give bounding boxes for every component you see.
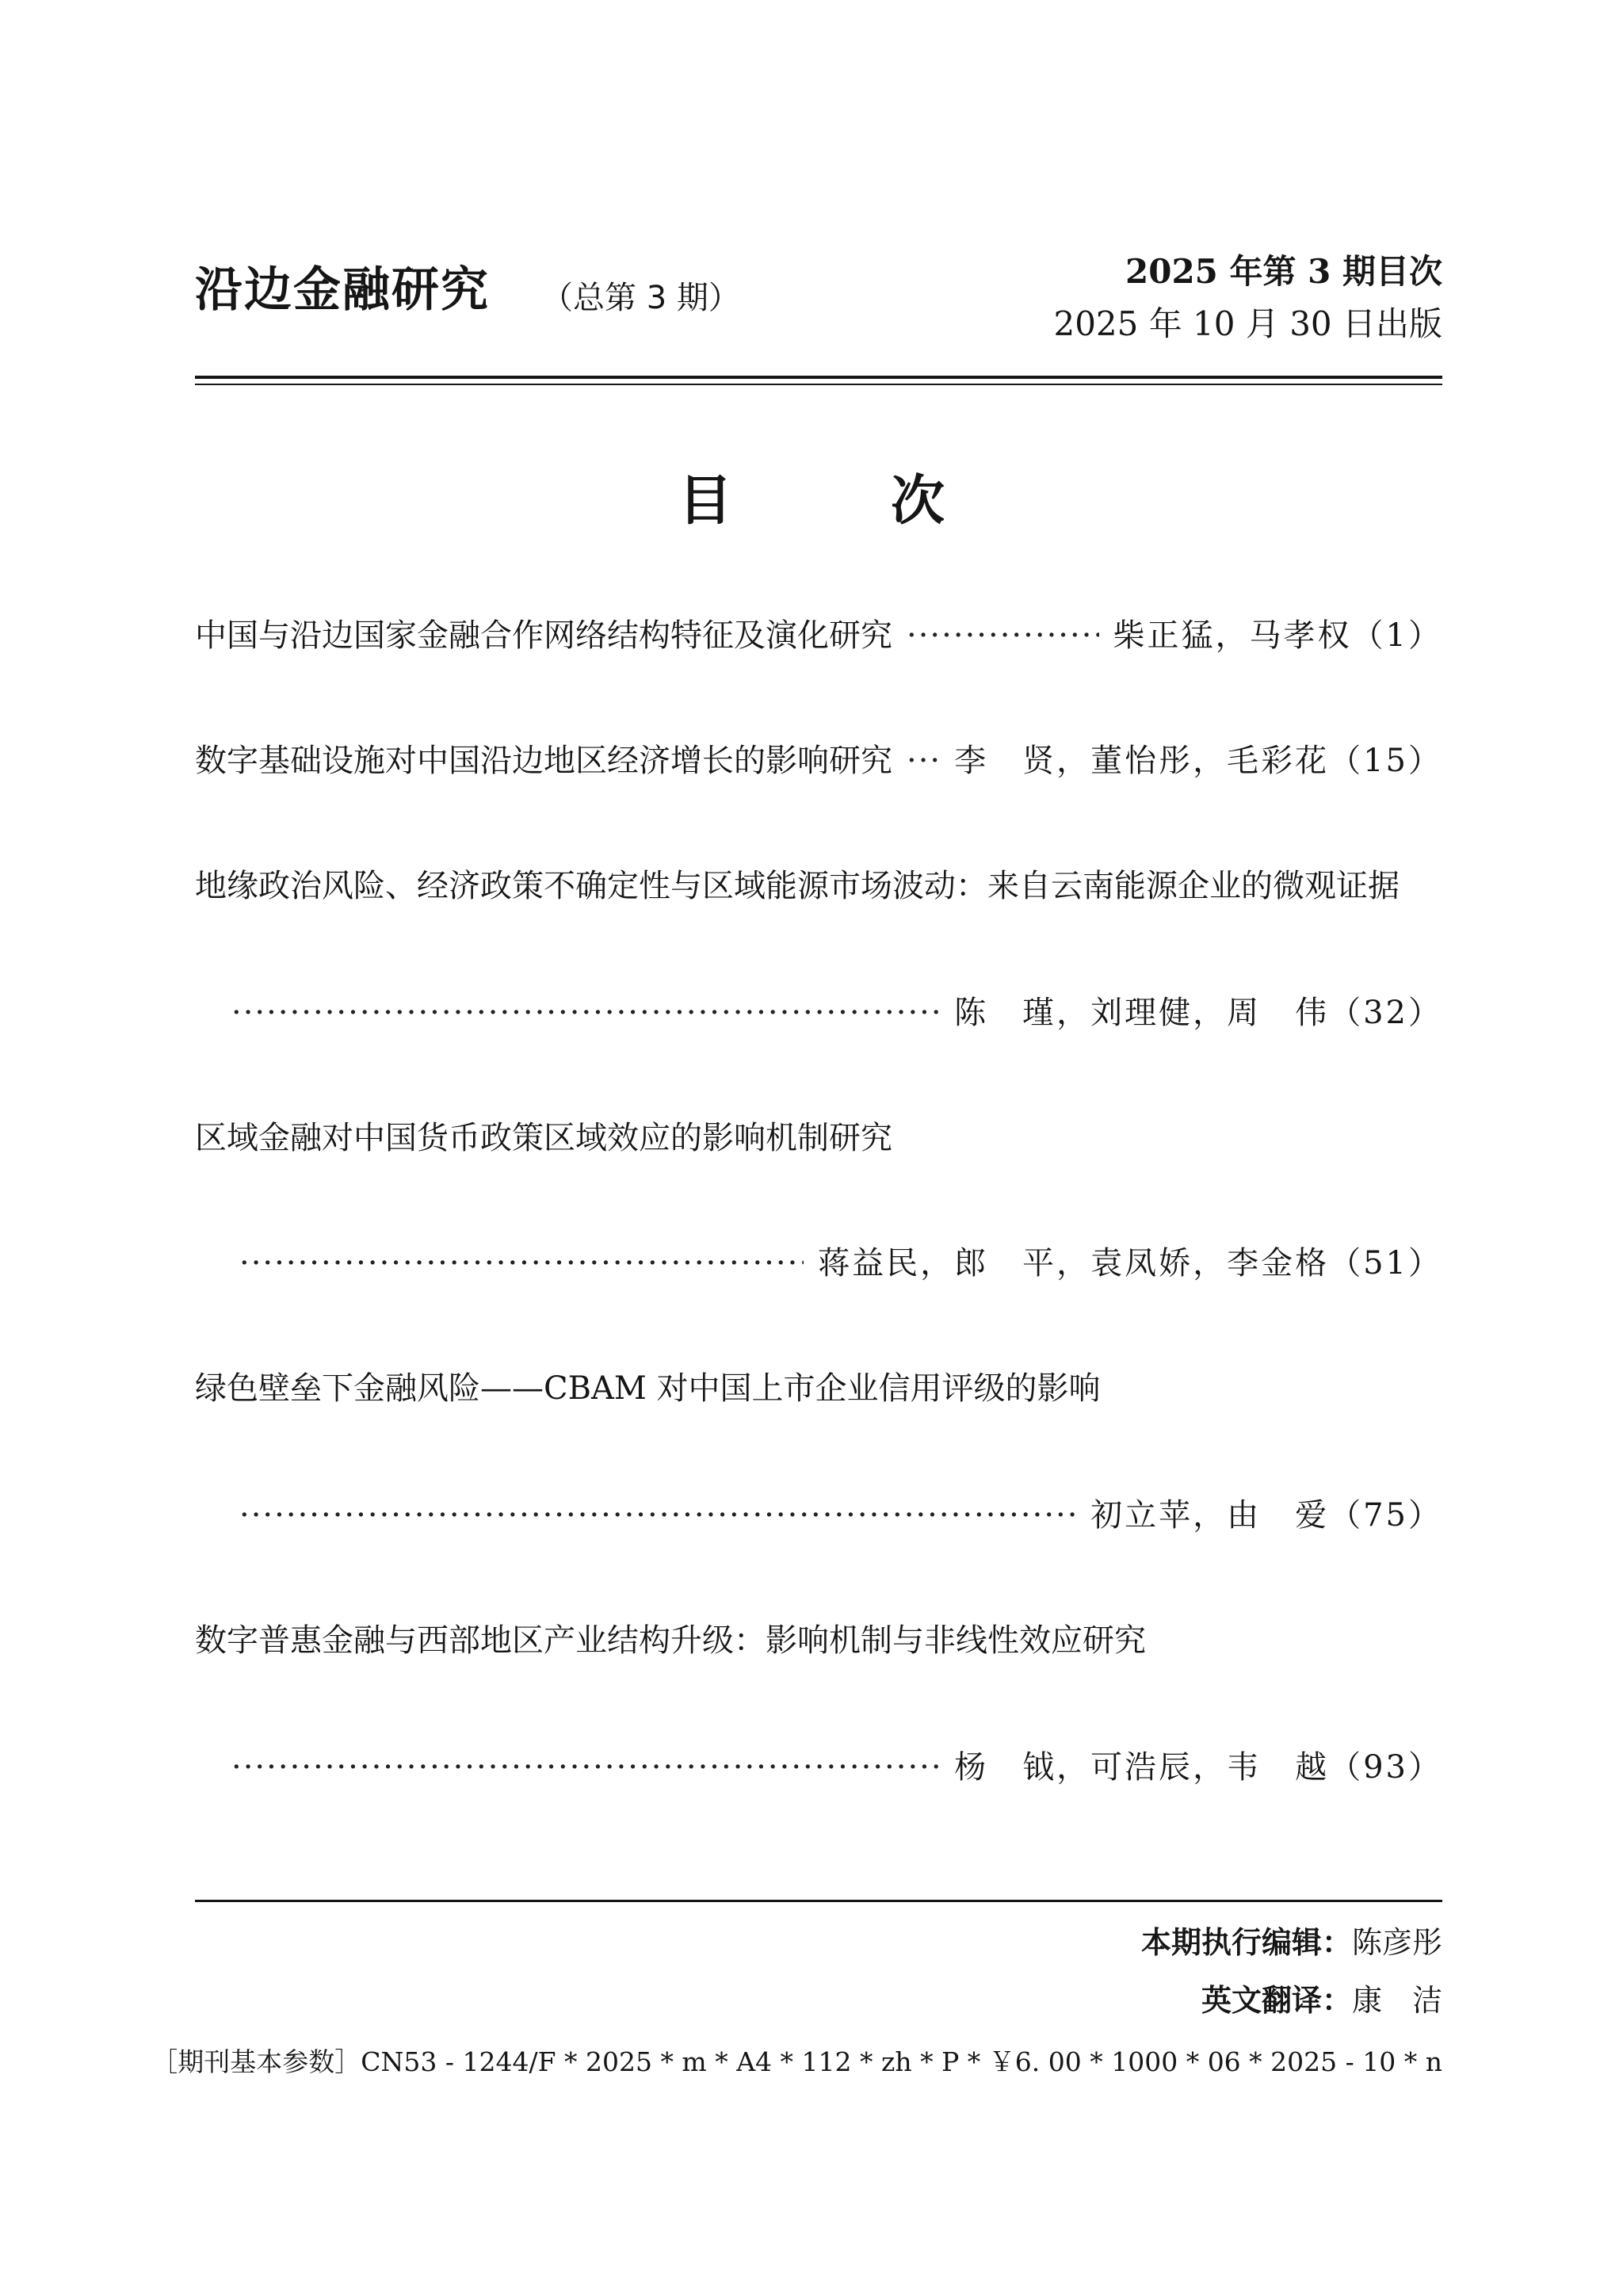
toc-entry-2[interactable] <box>195 745 1442 777</box>
toc-entry-5-title[interactable] <box>195 1370 1442 1407</box>
article-authors: 陈 瑾，刘理健，周 伟（32） <box>954 995 1442 1031</box>
toc-entry-3-title[interactable] <box>195 870 1442 902</box>
leader-dots <box>231 997 940 1029</box>
issue-total: （总第 3 期） <box>541 280 740 316</box>
article-authors: 柴正猛，马孝权（1） <box>1113 617 1442 654</box>
toc-entry-5-authors[interactable] <box>231 1497 1442 1534</box>
article-title: 绿色壁垒下金融风险——CBAM 对中国上市企业信用评级的影响 <box>195 1370 1101 1407</box>
article-title: 区域金融对中国货币政策区域效应的影响机制研究 <box>195 1120 892 1156</box>
article-authors: 杨 钺，可浩辰，韦 越（93） <box>954 1749 1442 1786</box>
leader-dots <box>239 1499 1076 1531</box>
toc-entry-4-authors[interactable] <box>231 1245 1442 1282</box>
toc-entry-4-title[interactable] <box>195 1122 1442 1154</box>
header-rule-thin <box>195 384 1442 385</box>
toc-entry-6-authors[interactable] <box>231 1749 1442 1786</box>
toc-entry-3-authors[interactable] <box>231 997 1442 1029</box>
translator-name: 康 洁 <box>1351 1983 1442 2018</box>
issue-line: 2025 年第 3 期目次 <box>1125 252 1442 291</box>
header-rule <box>195 376 1442 379</box>
article-title: 地缘政治风险、经济政策不确定性与区域能源市场波动：来自云南能源企业的微观证据 <box>195 868 1400 904</box>
translator-label: 英文翻译： <box>1201 1983 1352 2018</box>
editor-label: 本期执行编辑： <box>1140 1925 1352 1960</box>
article-title: 中国与沿边国家金融合作网络结构特征及演化研究 <box>195 617 892 654</box>
article-authors: 李 贤，董怡彤，毛彩花（15） <box>954 743 1442 779</box>
toc-entry-1[interactable] <box>195 617 1442 654</box>
issue-info <box>1053 252 1442 360</box>
editor-credit <box>1141 1927 1442 1958</box>
article-authors: 初立苹，由 爱（75） <box>1090 1497 1442 1534</box>
translator-credit <box>1201 1983 1442 2018</box>
footer-rule <box>195 1900 1442 1902</box>
publish-date: 2025 年 10 月 30 日出版 <box>1053 304 1442 343</box>
article-authors: 蒋益民，郎 平，袁凤娇，李金格（51） <box>818 1245 1442 1282</box>
article-title: 数字普惠金融与西部地区产业结构升级：影响机制与非线性效应研究 <box>195 1622 1146 1659</box>
leader-dots <box>907 620 1099 651</box>
journal-params: ［期刊基本参数］CN53 - 1244/F * 2025 * m * A4 * 112 * zh * P * ￥6. 00 * 1000 * 06 * 2025 - 10 * n <box>151 2046 1442 2077</box>
leader-dots <box>231 1752 940 1783</box>
leader-dots <box>907 745 940 777</box>
toc-heading: 目 次 <box>678 469 997 533</box>
editor-name: 陈彦彤 <box>1351 1925 1442 1960</box>
journal-name: 沿边金融研究 <box>195 262 490 318</box>
article-title: 数字基础设施对中国沿边地区经济增长的影响研究 <box>195 743 892 779</box>
leader-dots <box>239 1247 804 1279</box>
toc-entry-6-title[interactable] <box>195 1622 1442 1659</box>
